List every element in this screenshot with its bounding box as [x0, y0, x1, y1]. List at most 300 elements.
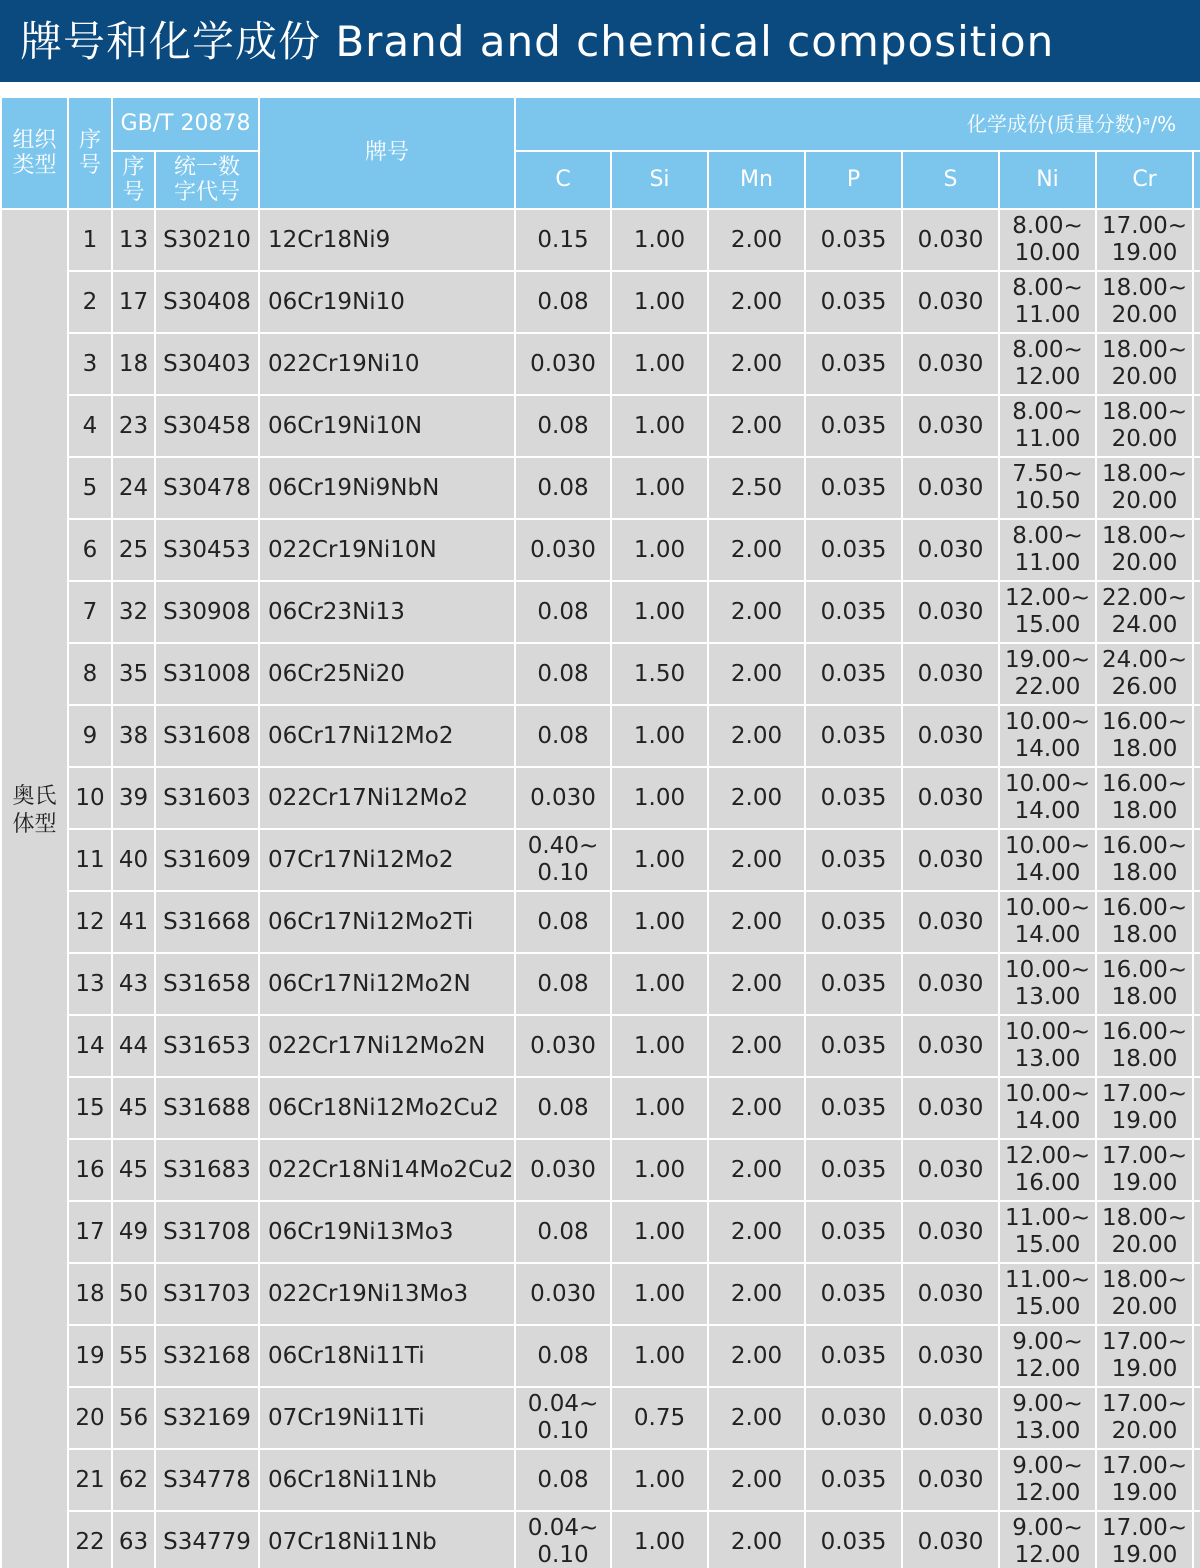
cell-cr — [1096, 209, 1193, 271]
cell-gseq: 40 — [112, 829, 155, 891]
cell-mn: 2.00 — [708, 1449, 805, 1511]
range-value — [528, 1515, 598, 1568]
range-value — [1012, 337, 1082, 391]
table-row — [1, 581, 1200, 643]
cell-overflow — [1193, 271, 1200, 333]
cell-c: 0.08 — [515, 953, 611, 1015]
cell-overflow — [1193, 1077, 1200, 1139]
cell-cr — [1096, 953, 1193, 1015]
cell-c: 0.08 — [515, 457, 611, 519]
range-min: 10.00~ — [1004, 895, 1091, 921]
cell-mn: 2.00 — [708, 1015, 805, 1077]
range-value — [1102, 771, 1187, 825]
range-min: 18.00~ — [1101, 1267, 1188, 1293]
cell-cr — [1096, 581, 1193, 643]
range-max: 20.00 — [1111, 1418, 1178, 1444]
range-min: 9.00~ — [1012, 1453, 1083, 1479]
cell-p: 0.035 — [805, 333, 902, 395]
cell-cr — [1096, 1201, 1193, 1263]
table-row — [1, 953, 1200, 1015]
cell-mn: 2.00 — [708, 333, 805, 395]
cell-si: 1.00 — [611, 395, 708, 457]
cell-si: 1.00 — [611, 1449, 708, 1511]
range-value — [1102, 647, 1187, 701]
cell-s: 0.030 — [902, 519, 999, 581]
cell-brand: 07Cr18Ni11Nb — [259, 1511, 515, 1568]
range-value — [1102, 1205, 1187, 1259]
cell-mn: 2.00 — [708, 829, 805, 891]
header-gbt-code — [155, 151, 259, 209]
range-min: 10.00~ — [1004, 771, 1091, 797]
cell-brand: 06Cr18Ni11Nb — [259, 1449, 515, 1511]
cell-ni — [999, 1139, 1096, 1201]
range-max: 13.00 — [1014, 984, 1081, 1010]
range-value — [1005, 833, 1090, 887]
table-row — [1, 891, 1200, 953]
cell-cr — [1096, 767, 1193, 829]
range-min: 17.00~ — [1101, 213, 1188, 239]
range-min: 18.00~ — [1101, 399, 1188, 425]
cell-seq: 1 — [68, 209, 112, 271]
cell-p: 0.035 — [805, 1325, 902, 1387]
cell-ni — [999, 1015, 1096, 1077]
table-row — [1, 1263, 1200, 1325]
cell-mn: 2.00 — [708, 1077, 805, 1139]
range-min: 16.00~ — [1101, 709, 1188, 735]
cell-brand: 06Cr19Ni10N — [259, 395, 515, 457]
cell-code: S31668 — [155, 891, 259, 953]
range-min: 0.04~ — [527, 1515, 599, 1541]
cell-gseq: 24 — [112, 457, 155, 519]
range-min: 17.00~ — [1101, 1515, 1188, 1541]
cell-brand: 022Cr19Ni10 — [259, 333, 515, 395]
header-mn: Mn — [708, 151, 805, 209]
cell-c: 0.08 — [515, 1201, 611, 1263]
cell-code: S31608 — [155, 705, 259, 767]
range-min: 18.00~ — [1101, 275, 1188, 301]
cell-seq: 7 — [68, 581, 112, 643]
cell-p: 0.035 — [805, 457, 902, 519]
range-value — [1102, 1515, 1187, 1568]
cell-overflow — [1193, 395, 1200, 457]
cell-brand: 022Cr17Ni12Mo2N — [259, 1015, 515, 1077]
cell-cr — [1096, 1077, 1193, 1139]
cell-cr — [1096, 643, 1193, 705]
range-value — [1102, 337, 1187, 391]
range-value — [1102, 1081, 1187, 1135]
range-min: 10.00~ — [1004, 1081, 1091, 1107]
range-value — [1005, 1019, 1090, 1073]
cell-c: 0.08 — [515, 705, 611, 767]
range-max: 14.00 — [1014, 798, 1081, 824]
range-max: 24.00 — [1111, 612, 1178, 638]
cell-si: 1.00 — [611, 1015, 708, 1077]
header-seq-label: 序号 — [78, 127, 101, 178]
cell-overflow — [1193, 1325, 1200, 1387]
range-value — [1102, 275, 1187, 329]
range-min: 17.00~ — [1101, 1143, 1188, 1169]
cell-overflow — [1193, 829, 1200, 891]
cell-ni — [999, 1325, 1096, 1387]
range-max: 14.00 — [1014, 736, 1081, 762]
cell-p: 0.035 — [805, 1139, 902, 1201]
table-row — [1, 1511, 1200, 1568]
composition-table — [0, 96, 1200, 1568]
cell-c: 0.08 — [515, 395, 611, 457]
cell-si: 1.00 — [611, 891, 708, 953]
header-si: Si — [611, 151, 708, 209]
range-value — [1102, 461, 1187, 515]
header-seq — [68, 97, 112, 209]
cell-cr — [1096, 891, 1193, 953]
range-min: 0.40~ — [527, 833, 599, 859]
range-max: 15.00 — [1014, 1232, 1081, 1258]
cell-code: S30478 — [155, 457, 259, 519]
range-max: 12.00 — [1014, 1542, 1081, 1568]
cell-seq: 10 — [68, 767, 112, 829]
range-max: 18.00 — [1111, 798, 1178, 824]
table-row — [1, 333, 1200, 395]
cell-brand: 06Cr19Ni9NbN — [259, 457, 515, 519]
cell-code: S31703 — [155, 1263, 259, 1325]
cell-s: 0.030 — [902, 1449, 999, 1511]
header-cr: Cr — [1096, 151, 1193, 209]
cell-brand: 022Cr19Ni13Mo3 — [259, 1263, 515, 1325]
cell-gseq: 45 — [112, 1139, 155, 1201]
cell-si: 1.00 — [611, 1511, 708, 1568]
cell-overflow — [1193, 519, 1200, 581]
cell-overflow — [1193, 705, 1200, 767]
cell-seq: 2 — [68, 271, 112, 333]
range-value — [1102, 1329, 1187, 1383]
range-min: 9.00~ — [1012, 1515, 1083, 1541]
range-value — [1012, 1329, 1082, 1383]
cell-seq: 21 — [68, 1449, 112, 1511]
cell-brand: 06Cr25Ni20 — [259, 643, 515, 705]
range-min: 0.04~ — [527, 1391, 599, 1417]
cell-p: 0.035 — [805, 519, 902, 581]
range-max: 14.00 — [1014, 1108, 1081, 1134]
range-value — [1102, 1019, 1187, 1073]
cell-c: 0.030 — [515, 767, 611, 829]
cell-seq: 4 — [68, 395, 112, 457]
cell-cr — [1096, 395, 1193, 457]
cell-si: 1.00 — [611, 1201, 708, 1263]
range-value — [1102, 1267, 1187, 1321]
cell-ni — [999, 829, 1096, 891]
range-min: 9.00~ — [1012, 1391, 1083, 1417]
cell-brand: 06Cr23Ni13 — [259, 581, 515, 643]
cell-s: 0.030 — [902, 395, 999, 457]
range-min: 19.00~ — [1004, 647, 1091, 673]
range-max: 18.00 — [1111, 984, 1178, 1010]
page-title: 牌号和化学成份 Brand and chemical composition — [20, 17, 1055, 66]
range-max: 10.50 — [1014, 488, 1081, 514]
cell-si: 1.00 — [611, 209, 708, 271]
range-value — [1012, 1453, 1082, 1507]
cell-s: 0.030 — [902, 209, 999, 271]
range-min: 17.00~ — [1101, 1329, 1188, 1355]
cell-seq: 11 — [68, 829, 112, 891]
cell-ni — [999, 333, 1096, 395]
cell-c — [515, 1387, 611, 1449]
cell-s: 0.030 — [902, 891, 999, 953]
range-value — [1102, 709, 1187, 763]
range-max: 0.10 — [537, 1542, 589, 1568]
cell-brand: 06Cr17Ni12Mo2N — [259, 953, 515, 1015]
range-max: 19.00 — [1111, 240, 1178, 266]
range-min: 16.00~ — [1101, 957, 1188, 983]
cell-overflow — [1193, 209, 1200, 271]
range-max: 20.00 — [1111, 550, 1178, 576]
cell-c: 0.15 — [515, 209, 611, 271]
group-type-cell — [1, 209, 68, 1568]
range-max: 20.00 — [1111, 1232, 1178, 1258]
range-max: 0.10 — [537, 860, 589, 886]
cell-p: 0.035 — [805, 767, 902, 829]
range-max: 26.00 — [1111, 674, 1178, 700]
cell-mn: 2.00 — [708, 953, 805, 1015]
range-min: 8.00~ — [1012, 275, 1083, 301]
cell-code: S31609 — [155, 829, 259, 891]
table-row — [1, 395, 1200, 457]
cell-seq: 12 — [68, 891, 112, 953]
cell-code: S34779 — [155, 1511, 259, 1568]
cell-code: S31603 — [155, 767, 259, 829]
range-value — [1005, 1205, 1090, 1259]
cell-s: 0.030 — [902, 457, 999, 519]
cell-gseq: 18 — [112, 333, 155, 395]
cell-brand: 07Cr17Ni12Mo2 — [259, 829, 515, 891]
cell-gseq: 50 — [112, 1263, 155, 1325]
cell-seq: 17 — [68, 1201, 112, 1263]
cell-p: 0.030 — [805, 1387, 902, 1449]
cell-brand: 022Cr17Ni12Mo2 — [259, 767, 515, 829]
cell-brand: 06Cr18Ni12Mo2Cu2 — [259, 1077, 515, 1139]
table-row — [1, 1077, 1200, 1139]
range-min: 12.00~ — [1004, 1143, 1091, 1169]
cell-mn: 2.00 — [708, 1387, 805, 1449]
header-p: P — [805, 151, 902, 209]
cell-overflow — [1193, 1201, 1200, 1263]
table-row — [1, 1201, 1200, 1263]
table-row — [1, 271, 1200, 333]
cell-c: 0.030 — [515, 1139, 611, 1201]
cell-gseq: 38 — [112, 705, 155, 767]
cell-gseq: 49 — [112, 1201, 155, 1263]
cell-c: 0.030 — [515, 1263, 611, 1325]
cell-cr — [1096, 1325, 1193, 1387]
cell-s: 0.030 — [902, 1263, 999, 1325]
range-min: 12.00~ — [1004, 585, 1091, 611]
cell-p: 0.035 — [805, 953, 902, 1015]
cell-si: 1.00 — [611, 1139, 708, 1201]
range-value — [1102, 213, 1187, 267]
cell-p: 0.035 — [805, 1511, 902, 1568]
cell-brand: 06Cr17Ni12Mo2Ti — [259, 891, 515, 953]
range-value — [1102, 1453, 1187, 1507]
cell-s: 0.030 — [902, 581, 999, 643]
cell-overflow — [1193, 1263, 1200, 1325]
cell-mn: 2.00 — [708, 581, 805, 643]
cell-ni — [999, 1263, 1096, 1325]
cell-ni — [999, 519, 1096, 581]
range-min: 7.50~ — [1012, 461, 1083, 487]
cell-p: 0.035 — [805, 1077, 902, 1139]
cell-overflow — [1193, 457, 1200, 519]
range-max: 12.00 — [1014, 364, 1081, 390]
table-body — [1, 209, 1200, 1568]
cell-gseq: 56 — [112, 1387, 155, 1449]
cell-c — [515, 829, 611, 891]
cell-cr — [1096, 829, 1193, 891]
range-value — [1102, 399, 1187, 453]
cell-ni — [999, 1201, 1096, 1263]
range-min: 10.00~ — [1004, 1019, 1091, 1045]
cell-overflow — [1193, 1015, 1200, 1077]
header-ni: Ni — [999, 151, 1096, 209]
cell-s: 0.030 — [902, 953, 999, 1015]
cell-si: 1.00 — [611, 457, 708, 519]
cell-ni — [999, 767, 1096, 829]
cell-ni — [999, 1077, 1096, 1139]
range-max: 18.00 — [1111, 922, 1178, 948]
cell-cr — [1096, 705, 1193, 767]
cell-ni — [999, 395, 1096, 457]
cell-mn: 2.00 — [708, 705, 805, 767]
cell-code: S31708 — [155, 1201, 259, 1263]
range-max: 19.00 — [1111, 1542, 1178, 1568]
cell-cr — [1096, 271, 1193, 333]
range-value — [1005, 585, 1090, 639]
cell-gseq: 55 — [112, 1325, 155, 1387]
cell-c: 0.08 — [515, 1077, 611, 1139]
cell-c: 0.08 — [515, 1325, 611, 1387]
range-max: 20.00 — [1111, 426, 1178, 452]
range-value — [528, 833, 598, 887]
cell-c: 0.08 — [515, 271, 611, 333]
cell-c: 0.08 — [515, 891, 611, 953]
cell-p: 0.035 — [805, 1263, 902, 1325]
cell-seq: 13 — [68, 953, 112, 1015]
cell-p: 0.035 — [805, 829, 902, 891]
range-value — [1102, 523, 1187, 577]
range-min: 16.00~ — [1101, 771, 1188, 797]
range-min: 17.00~ — [1101, 1391, 1188, 1417]
header-type-label: 组织类型 — [12, 127, 57, 178]
cell-s: 0.030 — [902, 829, 999, 891]
range-max: 19.00 — [1111, 1480, 1178, 1506]
range-value — [1012, 399, 1082, 453]
cell-p: 0.035 — [805, 271, 902, 333]
cell-overflow — [1193, 891, 1200, 953]
cell-mn: 2.00 — [708, 1263, 805, 1325]
cell-code: S32168 — [155, 1325, 259, 1387]
cell-overflow — [1193, 953, 1200, 1015]
cell-cr — [1096, 1015, 1193, 1077]
range-max: 19.00 — [1111, 1356, 1178, 1382]
cell-mn: 2.00 — [708, 891, 805, 953]
cell-brand: 022Cr19Ni10N — [259, 519, 515, 581]
range-min: 18.00~ — [1101, 337, 1188, 363]
range-min: 16.00~ — [1101, 833, 1188, 859]
range-value — [1012, 1391, 1082, 1445]
cell-ni — [999, 1387, 1096, 1449]
cell-code: S30408 — [155, 271, 259, 333]
cell-p: 0.035 — [805, 395, 902, 457]
table-row — [1, 1449, 1200, 1511]
cell-ni — [999, 209, 1096, 271]
cell-c — [515, 1511, 611, 1568]
cell-brand: 06Cr19Ni10 — [259, 271, 515, 333]
range-min: 11.00~ — [1004, 1205, 1091, 1231]
cell-p: 0.035 — [805, 1449, 902, 1511]
cell-code: S31688 — [155, 1077, 259, 1139]
range-value — [1012, 213, 1082, 267]
cell-gseq: 45 — [112, 1077, 155, 1139]
cell-p: 0.035 — [805, 1201, 902, 1263]
range-max: 11.00 — [1014, 302, 1081, 328]
cell-mn: 2.00 — [708, 767, 805, 829]
group-type-label: 奥氏体型 — [12, 784, 57, 837]
cell-code: S30403 — [155, 333, 259, 395]
cell-p: 0.035 — [805, 1015, 902, 1077]
range-min: 16.00~ — [1101, 895, 1188, 921]
cell-seq: 8 — [68, 643, 112, 705]
range-value — [1005, 771, 1090, 825]
cell-c: 0.030 — [515, 333, 611, 395]
range-max: 15.00 — [1014, 612, 1081, 638]
cell-gseq: 32 — [112, 581, 155, 643]
range-max: 16.00 — [1014, 1170, 1081, 1196]
range-min: 16.00~ — [1101, 1019, 1188, 1045]
cell-s: 0.030 — [902, 1387, 999, 1449]
range-value — [1102, 895, 1187, 949]
cell-gseq: 25 — [112, 519, 155, 581]
cell-ni — [999, 581, 1096, 643]
cell-s: 0.030 — [902, 1325, 999, 1387]
cell-seq: 16 — [68, 1139, 112, 1201]
cell-ni — [999, 271, 1096, 333]
cell-gseq: 13 — [112, 209, 155, 271]
cell-mn: 2.00 — [708, 519, 805, 581]
range-max: 19.00 — [1111, 1170, 1178, 1196]
cell-seq: 19 — [68, 1325, 112, 1387]
cell-seq: 15 — [68, 1077, 112, 1139]
range-value — [1012, 275, 1082, 329]
cell-overflow — [1193, 1449, 1200, 1511]
cell-cr — [1096, 333, 1193, 395]
range-min: 8.00~ — [1012, 523, 1083, 549]
table-row — [1, 829, 1200, 891]
cell-gseq: 44 — [112, 1015, 155, 1077]
range-min: 22.00~ — [1101, 585, 1188, 611]
range-max: 13.00 — [1014, 1046, 1081, 1072]
cell-overflow — [1193, 643, 1200, 705]
cell-p: 0.035 — [805, 209, 902, 271]
cell-gseq: 17 — [112, 271, 155, 333]
cell-seq: 14 — [68, 1015, 112, 1077]
cell-seq: 9 — [68, 705, 112, 767]
cell-brand: 12Cr18Ni9 — [259, 209, 515, 271]
header-chem: 化学成份(质量分数)ᵃ/% — [515, 97, 1200, 151]
cell-overflow — [1193, 581, 1200, 643]
cell-gseq: 62 — [112, 1449, 155, 1511]
range-value — [1005, 957, 1090, 1011]
title-banner — [0, 0, 1200, 82]
cell-si: 1.50 — [611, 643, 708, 705]
cell-cr — [1096, 1263, 1193, 1325]
